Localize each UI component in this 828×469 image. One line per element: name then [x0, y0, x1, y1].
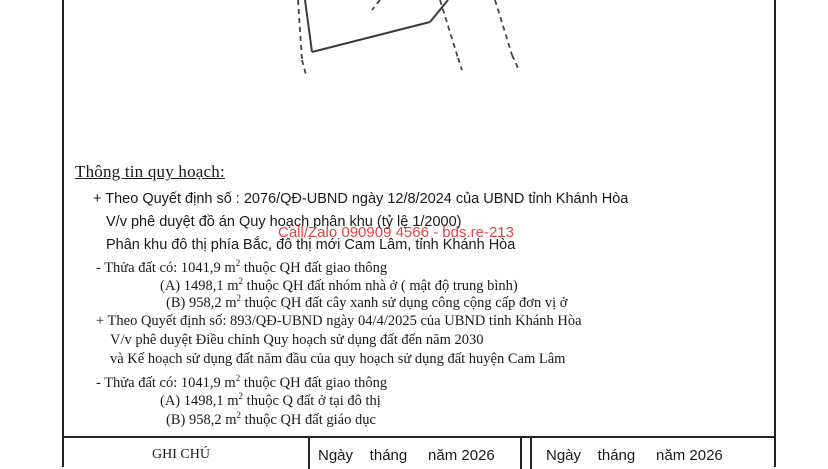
decision2-area-a: (A) 1498,1 $m^2$ thuộc Q đất ở tại đô thị: [160, 391, 381, 409]
footer-table: [62, 436, 776, 467]
decision1-line1: + Theo Quyết định số : 2076/QĐ-UBND ngày 12/8/2024 của UBND tỉnh Khánh Hòa: [93, 191, 629, 207]
footer-date-cell-1: [308, 438, 522, 469]
date-label-1: Ngày tháng năm 2026: [318, 447, 495, 464]
decision2-line3: và Kế hoạch sử dụng đất năm đầu của quy hoạch sử dụng đất huyện Cam Lâm: [110, 351, 566, 367]
section-title: Thông tin quy hoạch:: [75, 162, 225, 181]
decision1-area-a: (A) 1498,1 $m^2$ thuộc QH đất nhóm nhà ở ( mật độ trung bình): [160, 276, 518, 294]
footer-note-cell: [62, 438, 308, 469]
parcel-map-sketch: [0, 0, 828, 140]
note-label: GHI CHÚ: [152, 447, 210, 462]
footer-date-cell-2: [532, 438, 772, 469]
decision1-line2: V/v phê duyệt đồ án Quy hoạch phân khu (tỷ lệ 1/2000): [106, 214, 462, 230]
decision2-line2: V/v phê duyệt Điều chỉnh Quy hoạch sử dụng đất đến năm 2030: [110, 332, 484, 348]
decision1-line3: Phân khu đô thị phía Bắc, đô thị mới Cam Lâm, tỉnh Khánh Hòa: [106, 237, 516, 253]
decision1-area-b: (B) 958,2 $m^2$ thuộc QH đất cây xanh sử dụng công cộng cấp đơn vị ở: [166, 293, 568, 311]
decision2-parcel: - Thửa đất có: 1041,9 $m^2$ thuộc QH đất giao thông: [96, 373, 388, 391]
decision2-line1: + Theo Quyết định số: 893/QĐ-UBND ngày 04/4/2025 của UBND tỉnh Khánh Hòa: [96, 313, 582, 329]
decision1-parcel: - Thửa đất có: 1041,9 $m^2$ thuộc QH đất giao thông: [96, 258, 388, 276]
decision2-area-b: (B) 958,2 $m^2$ thuộc QH đất giáo dục: [166, 410, 376, 428]
footer-spacer-cell: [522, 438, 532, 469]
date-label-2: Ngày tháng năm 2026: [546, 447, 723, 464]
watermark-text: Call/Zalo 090909 4566 - bds.re-213: [278, 224, 514, 241]
